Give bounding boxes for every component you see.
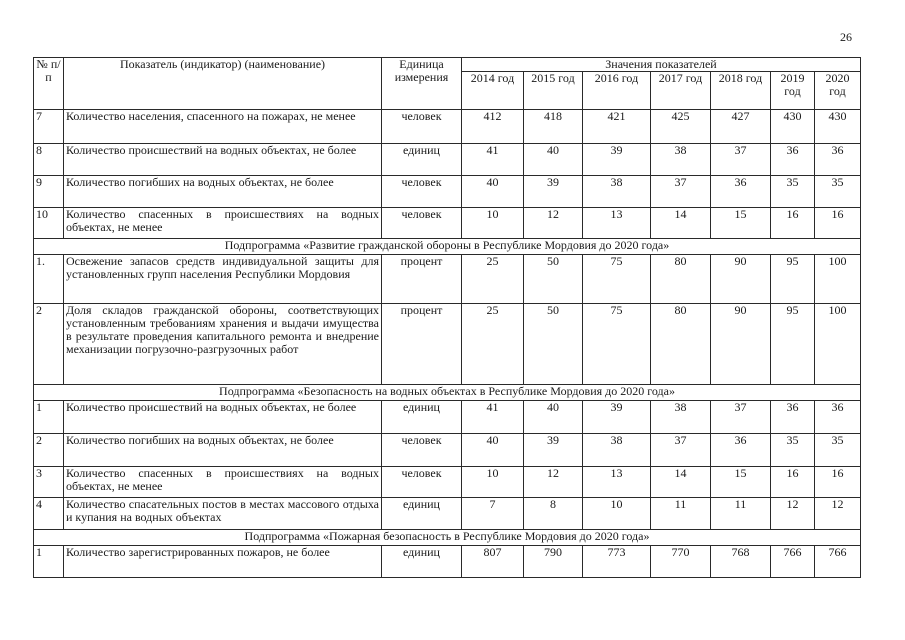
value-cell: 11: [651, 498, 711, 530]
value-cell: 40: [524, 144, 583, 176]
section-title: Подпрограмма «Развитие гражданской обороны в Республике Мордовия до 2020 года»: [34, 239, 861, 255]
value-cell: 36: [815, 401, 861, 434]
value-cell: 100: [815, 255, 861, 304]
section-row: [34, 385, 861, 401]
table-row: [34, 401, 861, 434]
value-cell: 14: [651, 467, 711, 498]
value-cell: 36: [771, 144, 815, 176]
value-cell: 430: [771, 110, 815, 144]
header-year: 2014 год: [462, 72, 524, 110]
value-cell: 39: [583, 401, 651, 434]
row-number: 2: [34, 434, 64, 467]
unit-cell: процент: [382, 304, 462, 385]
table-row: [34, 434, 861, 467]
value-cell: 10: [583, 498, 651, 530]
header-year: 2017 год: [651, 72, 711, 110]
row-number: 9: [34, 176, 64, 208]
value-cell: 16: [815, 467, 861, 498]
indicator-name: Количество спасательных постов в местах массового отдыха и купания на водных объектах: [64, 498, 382, 530]
value-cell: 807: [462, 546, 524, 578]
value-cell: 39: [524, 434, 583, 467]
unit-cell: человек: [382, 176, 462, 208]
value-cell: 35: [771, 434, 815, 467]
value-cell: 15: [711, 208, 771, 239]
table-row: [34, 467, 861, 498]
row-number: 7: [34, 110, 64, 144]
value-cell: 16: [771, 467, 815, 498]
indicator-name: Количество погибших на водных объектах, не более: [64, 434, 382, 467]
value-cell: 37: [651, 434, 711, 467]
value-cell: 768: [711, 546, 771, 578]
header-year: 2016 год: [583, 72, 651, 110]
value-cell: 36: [711, 176, 771, 208]
value-cell: 16: [815, 208, 861, 239]
section-row: [34, 239, 861, 255]
header-year: 2019 год: [771, 72, 815, 110]
value-cell: 427: [711, 110, 771, 144]
row-number: 10: [34, 208, 64, 239]
value-cell: 25: [462, 304, 524, 385]
value-cell: 40: [462, 176, 524, 208]
unit-cell: единиц: [382, 498, 462, 530]
value-cell: 25: [462, 255, 524, 304]
section-row: [34, 530, 861, 546]
indicator-name: Количество происшествий на водных объектах, не более: [64, 144, 382, 176]
indicator-name: Количество спасенных в происшествиях на водных объектах, не менее: [64, 467, 382, 498]
unit-cell: человек: [382, 208, 462, 239]
value-cell: 15: [711, 467, 771, 498]
table-row: [34, 546, 861, 578]
value-cell: 37: [711, 144, 771, 176]
value-cell: 41: [462, 401, 524, 434]
header-num: № п/п: [34, 58, 64, 110]
table-row: [34, 176, 861, 208]
value-cell: 37: [711, 401, 771, 434]
value-cell: 75: [583, 304, 651, 385]
table-row: [34, 304, 861, 385]
value-cell: 8: [524, 498, 583, 530]
value-cell: 90: [711, 304, 771, 385]
value-cell: 38: [583, 434, 651, 467]
value-cell: 40: [524, 401, 583, 434]
indicator-name: Количество спасенных в происшествиях на водных объектах, не менее: [64, 208, 382, 239]
value-cell: 36: [815, 144, 861, 176]
unit-cell: человек: [382, 467, 462, 498]
value-cell: 13: [583, 208, 651, 239]
row-number: 1: [34, 546, 64, 578]
value-cell: 16: [771, 208, 815, 239]
indicator-name: Освежение запасов средств индивидуальной защиты для установленных групп населения Республики Мордовия: [64, 255, 382, 304]
value-cell: 425: [651, 110, 711, 144]
value-cell: 770: [651, 546, 711, 578]
value-cell: 80: [651, 255, 711, 304]
row-number: 8: [34, 144, 64, 176]
value-cell: 90: [711, 255, 771, 304]
value-cell: 50: [524, 255, 583, 304]
value-cell: 13: [583, 467, 651, 498]
table-row: [34, 144, 861, 176]
value-cell: 412: [462, 110, 524, 144]
value-cell: 430: [815, 110, 861, 144]
value-cell: 37: [651, 176, 711, 208]
value-cell: 39: [524, 176, 583, 208]
table-row: [34, 208, 861, 239]
unit-cell: процент: [382, 255, 462, 304]
table-row: [34, 110, 861, 144]
value-cell: 35: [815, 434, 861, 467]
value-cell: 36: [771, 401, 815, 434]
value-cell: 10: [462, 208, 524, 239]
unit-cell: человек: [382, 110, 462, 144]
table-row: [34, 255, 861, 304]
value-cell: 766: [815, 546, 861, 578]
value-cell: 80: [651, 304, 711, 385]
value-cell: 766: [771, 546, 815, 578]
value-cell: 39: [583, 144, 651, 176]
header-year: 2015 год: [524, 72, 583, 110]
header-year: 2018 год: [711, 72, 771, 110]
value-cell: 10: [462, 467, 524, 498]
table-row: [34, 498, 861, 530]
value-cell: 35: [771, 176, 815, 208]
value-cell: 418: [524, 110, 583, 144]
header-unit: Единица измерения: [382, 58, 462, 110]
value-cell: 75: [583, 255, 651, 304]
value-cell: 95: [771, 255, 815, 304]
value-cell: 11: [711, 498, 771, 530]
value-cell: 12: [524, 467, 583, 498]
unit-cell: единиц: [382, 144, 462, 176]
header-values-title: Значения показателей: [462, 58, 861, 72]
unit-cell: человек: [382, 434, 462, 467]
unit-cell: единиц: [382, 401, 462, 434]
value-cell: 40: [462, 434, 524, 467]
row-number: 4: [34, 498, 64, 530]
header-indicator: Показатель (индикатор) (наименование): [64, 58, 382, 110]
value-cell: 421: [583, 110, 651, 144]
indicator-name: Количество зарегистрированных пожаров, не более: [64, 546, 382, 578]
section-title: Подпрограмма «Пожарная безопасность в Республике Мордовия до 2020 года»: [34, 530, 861, 546]
value-cell: 36: [711, 434, 771, 467]
indicators-table: [33, 57, 861, 578]
indicator-name: Количество населения, спасенного на пожарах, не менее: [64, 110, 382, 144]
value-cell: 95: [771, 304, 815, 385]
unit-cell: единиц: [382, 546, 462, 578]
section-title: Подпрограмма «Безопасность на водных объектах в Республике Мордовия до 2020 года»: [34, 385, 861, 401]
indicator-name: Количество погибших на водных объектах, не более: [64, 176, 382, 208]
row-number: 1.: [34, 255, 64, 304]
page-number: 26: [840, 30, 852, 44]
value-cell: 38: [651, 144, 711, 176]
value-cell: 790: [524, 546, 583, 578]
value-cell: 35: [815, 176, 861, 208]
indicator-name: Количество происшествий на водных объектах, не более: [64, 401, 382, 434]
value-cell: 38: [651, 401, 711, 434]
indicator-name: Доля складов гражданской обороны, соответствующих установленным требованиям хранения и выдачи имущества в результате проведения капитального ремонта и внедрение механизации погрузочно-разгрузочных работ: [64, 304, 382, 385]
header-year: 2020 год: [815, 72, 861, 110]
value-cell: 7: [462, 498, 524, 530]
row-number: 2: [34, 304, 64, 385]
value-cell: 38: [583, 176, 651, 208]
value-cell: 100: [815, 304, 861, 385]
row-number: 3: [34, 467, 64, 498]
value-cell: 41: [462, 144, 524, 176]
value-cell: 12: [815, 498, 861, 530]
value-cell: 773: [583, 546, 651, 578]
value-cell: 14: [651, 208, 711, 239]
value-cell: 12: [771, 498, 815, 530]
value-cell: 50: [524, 304, 583, 385]
value-cell: 12: [524, 208, 583, 239]
row-number: 1: [34, 401, 64, 434]
